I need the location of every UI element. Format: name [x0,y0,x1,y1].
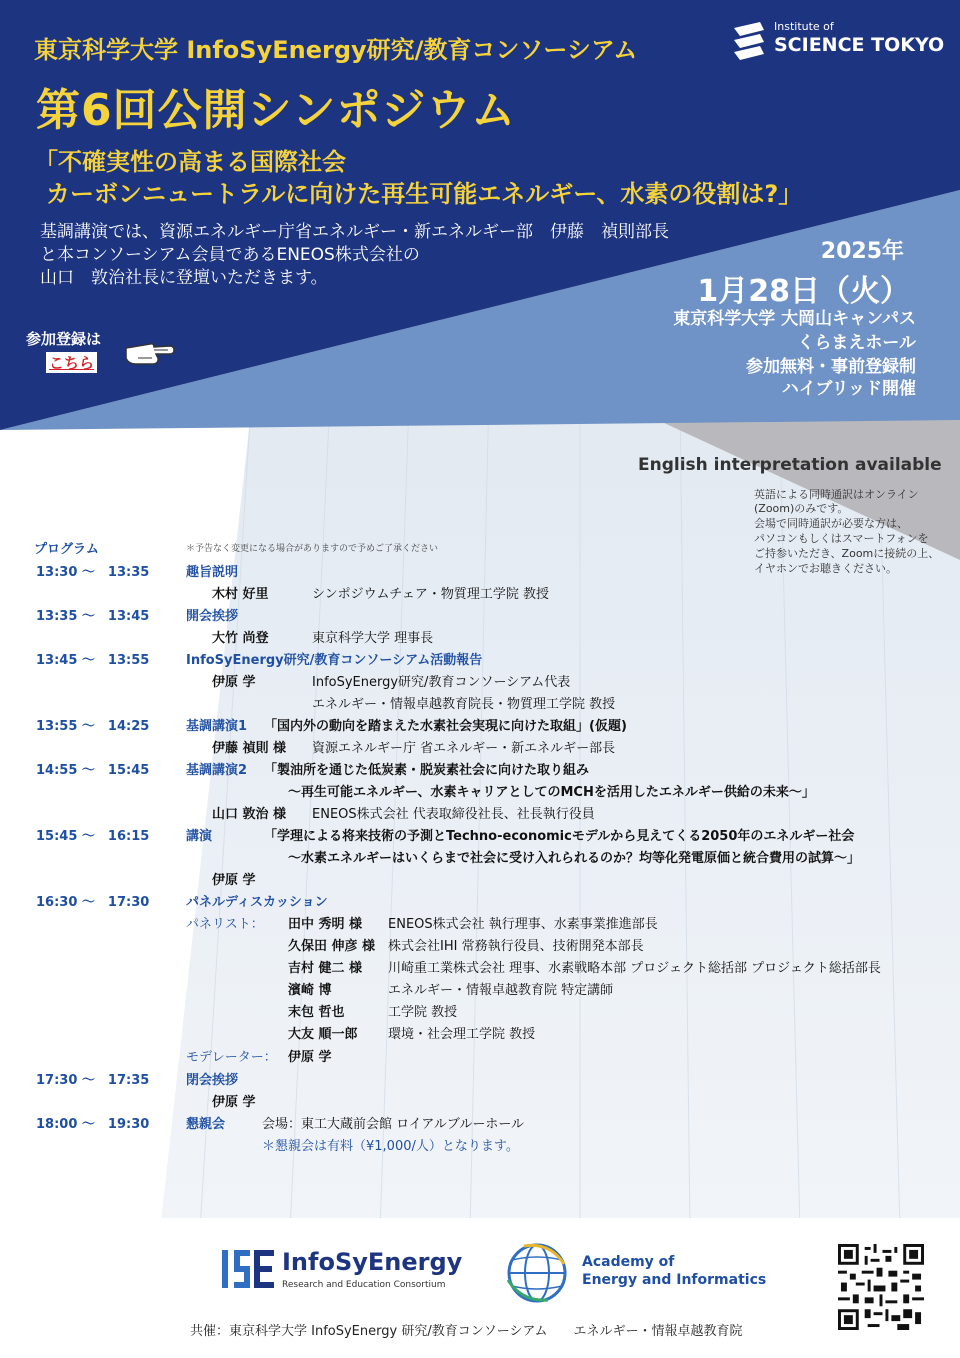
org-title: 東京科学大学 InfoSyEnergy研究/教育コンソーシアム [34,36,638,64]
speaker-name: 伊原 学 [212,1095,256,1110]
speaker-name: 山口 敦治 様 [212,807,287,822]
session-time: 17:30 ～ 17:35 [36,1073,150,1088]
intro-line-3: 山口 敦治社長に登壇いただきます。 [40,268,328,288]
venue-line-3: 参加無料・事前登録制 [746,357,916,377]
interpretation-line: (Zoom)のみです。 [754,502,849,515]
speaker-name: 大竹 尚登 [212,631,269,646]
registration-callout[interactable] [22,322,172,382]
speaker-affiliation: 資源エネルギー庁 省エネルギー・新エネルギー部長 [312,741,616,756]
session-name: InfoSyEnergy研究/教育コンソーシアム活動報告 [186,653,483,668]
reception-venue: 会場：東工大蔵前会館 ロイアルブルーホール [262,1117,525,1132]
session-name: 基調講演1 [186,719,248,734]
session-time: 13:35 ～ 13:45 [36,609,150,624]
session-name: 趣旨説明 [186,565,239,580]
session-subtitle: ～水素エネルギーはいくらまで社会に受け入れられるのか？均等化発電原価と統合費用の試算～」 [288,851,861,866]
session-time: 13:30 ～ 13:35 [36,565,150,580]
speaker-affiliation: シンポジウムチェア・物質理工学院 教授 [312,587,550,602]
panelist-name: 大友 順一郎 [288,1027,358,1042]
session-time: 15:45 ～ 16:15 [36,829,150,844]
ise-mark-icon [220,1246,276,1292]
interpretation-line: イヤホンでお聴きください。 [754,562,897,575]
session-name: 閉会挨拶 [186,1073,239,1088]
moderator-name: 伊原 学 [288,1050,332,1065]
interpretation-line: ご持参いただき、Zoomに接続の上、 [754,547,940,560]
reception-fee-note: ＊懇親会は有料（¥1,000/人）となります。 [262,1139,519,1154]
event-title: 第6回公開シンポジウム [36,85,517,136]
interpretation-heading: English interpretation available [638,455,942,475]
logo-small-text: Institute of [774,20,834,33]
session-name: 基調講演2 [186,763,248,778]
event-date: 1月28日（火） [697,274,910,309]
speaker-affiliation: 東京科学大学 理事長 [312,631,434,646]
globe-icon [504,1240,570,1306]
science-tokyo-mark-icon [732,20,766,60]
panelist-label: パネリスト： [186,917,264,932]
theme-line-2: カーボンニュートラルに向けた再生可能エネルギー、水素の役割は?」 [46,180,803,208]
speaker-affiliation: エネルギー・情報卓越教育院長・物質理工学院 教授 [312,697,616,712]
session-time: 16:30 ～ 17:30 [36,895,150,910]
academy-logo [504,1240,767,1306]
session-name: パネルディスカッション [186,895,328,910]
panelist-affiliation: 工学院 教授 [388,1005,458,1020]
speaker-name: 伊原 学 [212,675,256,690]
infosyenergy-logo [220,1244,463,1304]
speaker-name: 伊藤 禎則 様 [212,741,287,756]
ise-subtitle: Research and Education Consortium [282,1280,446,1290]
venue-line-4: ハイブリッド開催 [781,379,916,399]
science-tokyo-logo [732,18,945,66]
interpretation-line: 英語による同時通訳はオンライン [754,488,919,501]
panelist-name: 末包 哲也 [288,1005,345,1020]
panelist-affiliation: 株式会社IHI 常務執行役員、技術開発本部長 [388,939,644,954]
session-time: 14:55 ～ 15:45 [36,763,150,778]
interpretation-line: パソコンもしくはスマートフォンを [754,532,929,545]
academy-line-2: Energy and Informatics [582,1272,767,1288]
session-time: 13:45 ～ 13:55 [36,653,150,668]
registration-label: 参加登録は [26,330,102,348]
panelist-name: 久保田 伸彦 様 [288,939,376,954]
event-year: 2025年 [820,239,904,264]
session-title: 「国内外の動向を踏まえた水素社会実現に向けた取組」(仮題) [264,719,627,734]
session-title: 「学理による将来技術の予測とTechno-economicモデルから見えてくる2050年のエネルギー社会 [264,829,855,844]
session-time: 18:00 ～ 19:30 [36,1117,150,1132]
cohost-line: 共催：東京科学大学 InfoSyEnergy 研究/教育コンソーシアム エネルギー・情報卓越教育院 [190,1324,743,1339]
session-name: 懇親会 [186,1117,226,1132]
session-title: 「製油所を通じた低炭素・脱炭素社会に向けた取り組み [264,763,590,778]
pointing-hand-icon [124,334,176,370]
academy-line-1: Academy of [582,1254,675,1270]
theme-line-1: 「不確実性の高まる国際社会 [34,148,346,176]
venue-line-1: 東京科学大学 大岡山キャンパス [673,309,916,329]
panelist-name: 田中 秀明 様 [288,917,363,932]
intro-line-2: と本コンソーシアム会員であるENEOS株式会社の [40,245,420,265]
panelist-affiliation: 川崎重工業株式会社 理事、水素戦略本部 プロジェクト総括部 プロジェクト総括部長 [388,961,881,976]
intro-line-1: 基調講演では、資源エネルギー庁省エネルギー・新エネルギー部 伊藤 禎則部長 [40,222,669,242]
panelist-name: 吉村 健二 様 [288,961,363,976]
qr-code-icon[interactable] [838,1244,924,1330]
interpretation-line: 会場で同時通訳が必要な方は、 [754,517,908,530]
registration-link[interactable]: こちら [46,352,97,373]
session-subtitle: ～再生可能エネルギー、水素キャリアとしてのMCHを活用したエネルギー供給の未来～」 [288,785,815,800]
speaker-affiliation: ENEOS株式会社 代表取締役社長、社長執行役員 [312,807,595,822]
moderator-label: モデレーター： [186,1050,277,1065]
session-name: 開会挨拶 [186,609,239,624]
session-time: 13:55 ～ 14:25 [36,719,150,734]
program-note: ＊予告なく変更になる場合がありますので予めご了承ください [186,544,439,554]
panelist-affiliation: エネルギー・情報卓越教育院 特定講師 [388,983,614,998]
logo-big-text: SCIENCE TOKYO [774,34,945,56]
panelist-affiliation: ENEOS株式会社 執行理事、水素事業推進部長 [388,917,658,932]
venue-line-2: くらまえホール [797,333,916,353]
panelist-affiliation: 環境・社会理工学院 教授 [388,1027,536,1042]
speaker-name: 伊原 学 [212,873,256,888]
session-name: 講演 [186,829,213,844]
speaker-name: 木村 好里 [212,587,269,602]
ise-name: InfoSyEnergy [282,1248,463,1276]
program-heading: プログラム [34,542,99,557]
speaker-affiliation: InfoSyEnergy研究/教育コンソーシアム代表 [312,675,571,690]
panelist-name: 濱崎 博 [288,983,332,998]
